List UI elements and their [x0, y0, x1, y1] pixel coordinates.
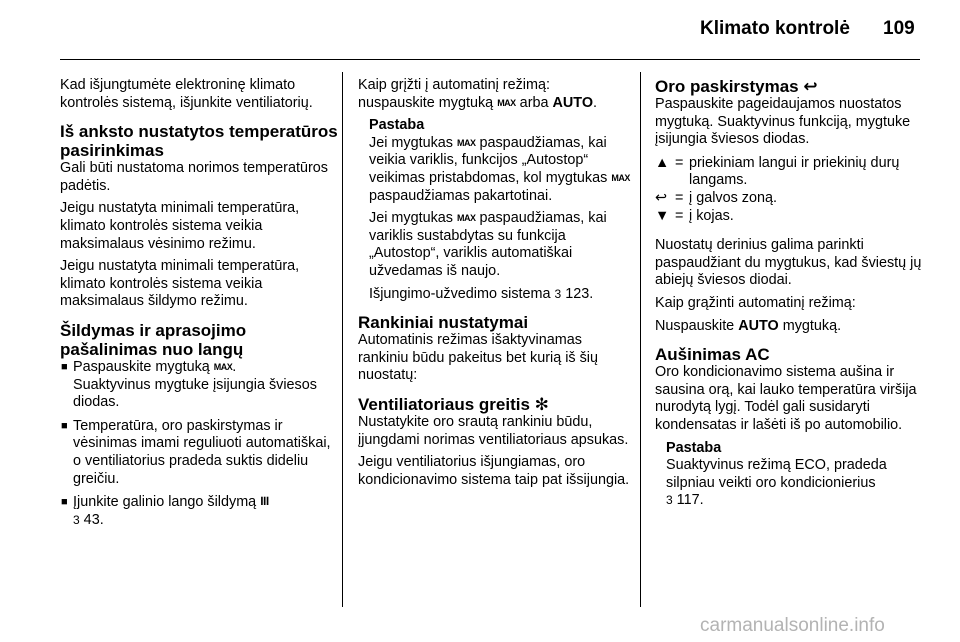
defrost-heading: Šildymas ir aprasojimo pašalinimas nuo langų [60, 320, 247, 359]
column-1 [60, 77, 338, 535]
note-paragraph-1: Jei mygtukas MAX paspaudžiamas, kai veikia variklis, funkcijos „Autostop“ veikimas pristabdomas, kol mygtukas MAX paspaudžiamas pakartotinai. [369, 134, 630, 204]
note-title: Pastaba [369, 117, 425, 134]
reference-arrow-icon: 3 [666, 493, 673, 508]
column-divider-1 [342, 72, 343, 607]
auto-label: AUTO [738, 317, 779, 334]
reference-arrow-icon: 3 [73, 512, 80, 527]
footwell-icon: ▼ [655, 207, 670, 224]
column-2 [358, 77, 630, 494]
list-item: ▼ = į kojas. [655, 207, 734, 224]
air-distribution-heading: Oro paskirstymas ↩ [655, 77, 818, 96]
auto-label: AUTO [552, 94, 594, 111]
page-reference[interactable]: 123. [561, 285, 594, 302]
max-defrost-icon: MAX [611, 172, 630, 183]
list-item: ■ Įjunkite galinio lango šildymą ꟾꟾꟾ 3 43. [61, 494, 269, 528]
ac-cooling-heading: Aušinimas AC [655, 345, 770, 365]
column-divider-2 [640, 72, 641, 607]
fan-speed-heading: Ventiliatoriaus greitis ✻ [358, 394, 549, 414]
fan-icon: ✻ [534, 394, 549, 414]
distribution-paragraph-3: Kaip grąžinti automatinį režimą: [655, 294, 856, 311]
distribution-paragraph-1: Paspauskite pageidaujamos nuostatos mygtuką. Suaktyvinus funkciją, mygtuke įsijungia šviesos diodas. [655, 96, 911, 148]
fan-paragraph-1: Nustatykite oro srautą rankiniu būdu, įjungdami norimas ventiliatoriaus apsukas. [358, 413, 629, 448]
windscreen-icon: ▲ [655, 154, 670, 171]
defrost-led-note: Suaktyvinus mygtuke įsijungia šviesos diodas. [73, 376, 317, 411]
page-number: 109 [883, 18, 915, 39]
preset-paragraph-3: Jeigu nustatyta minimali temperatūra, klimato kontrolės sistema veikia maksimalaus šildymo režimu. [60, 258, 300, 310]
bullet-icon: ■ [61, 419, 68, 432]
defrost-steps [60, 359, 338, 529]
list-item: ■ Paspauskite mygtuką MAX. Suaktyvinus mygtuke įsijungia šviesos diodas. [61, 358, 317, 411]
max-defrost-icon: MAX [497, 97, 516, 108]
preset-temperature-heading: Iš anksto nustatytos temperatūros pasirinkimas [60, 122, 338, 161]
rear-window-heating-icon: ꟾꟾꟾ [260, 497, 269, 508]
air-distribution-icon: ↩ [803, 77, 818, 96]
max-defrost-icon: MAX [456, 137, 476, 148]
distribution-paragraph-2: Nuostatų derinius galima parinkti paspaudžiant du mygtukus, kad šviestų jų abiejų šviesos diodai. [655, 237, 922, 289]
header-divider [60, 59, 920, 60]
note-box [666, 440, 925, 510]
manual-settings-heading: Rankiniai nustatymai [358, 313, 529, 333]
distribution-paragraph-4: Nuspauskite AUTO mygtuką. [655, 317, 842, 334]
note-paragraph: Suaktyvinus režimą ECO, pradeda silpniau veikti oro kondicionierius 3 117. [666, 457, 887, 509]
distribution-list [655, 155, 925, 225]
head-zone-icon: ↩ [655, 189, 668, 206]
manual-settings-paragraph: Automatinis režimas išaktyvinamas rankiniu būdu pakeitus bet kurią iš šių nuostatų: [358, 332, 598, 384]
list-item: ▲ = priekiniam langui ir priekinių durų langams. [655, 154, 900, 189]
note-box [369, 117, 630, 303]
page-title: Klimato kontrolė [700, 18, 850, 39]
page-reference[interactable]: 117. [672, 492, 704, 509]
note-paragraph-2: Jei mygtukas MAX paspaudžiamas, kai variklis sustabdytas su funkcija „Autostop“, variklis automatiškai užvedamas iš naujo. [369, 210, 607, 279]
bullet-icon: ■ [61, 360, 68, 373]
preset-paragraph-1: Gali būti nustatoma norimos temperatūros padėtis. [60, 160, 328, 194]
intro-paragraph: Kad išjungtumėte elektroninę klimato kontrolės sistemą, išjunkite ventiliatorių. [60, 77, 313, 111]
return-auto-paragraph: Kaip grįžti į automatinį režimą: nuspauskite mygtuką MAX arba AUTO. [358, 77, 598, 111]
preset-paragraph-2: Jeigu nustatyta minimali temperatūra, klimato kontrolės sistema veikia maksimalaus vėsinimo režimu. [60, 200, 300, 252]
max-defrost-icon: MAX [456, 213, 476, 224]
bullet-icon: ■ [61, 496, 68, 509]
column-3 [655, 77, 925, 515]
watermark: carmanualsonline.info [700, 615, 885, 636]
page-reference[interactable]: 43. [79, 511, 104, 528]
list-item: ↩ = į galvos zoną. [655, 189, 777, 206]
note-title: Pastaba [666, 439, 722, 456]
list-item: ■ Temperatūra, oro paskirstymas ir vėsinimas imami reguliuoti automatiškai, o ventiliatorius pradeda suktis dideliu greičiu. [61, 417, 331, 487]
fan-paragraph-2: Jeigu ventiliatorius išjungiamas, oro kondicionavimo sistema taip pat išsijungia. [358, 454, 630, 488]
max-defrost-icon: MAX [213, 361, 233, 372]
ac-paragraph: Oro kondicionavimo sistema aušina ir sausina orą, kai lauko temperatūra viršija nurodytą lygį. Todėl gali susidaryti kondensatas ir lašėti iš po automobilio. [655, 364, 917, 433]
note-paragraph-3: Išjungimo-užvedimo sistema 3 123. [369, 285, 594, 302]
reference-arrow-icon: 3 [554, 286, 562, 301]
